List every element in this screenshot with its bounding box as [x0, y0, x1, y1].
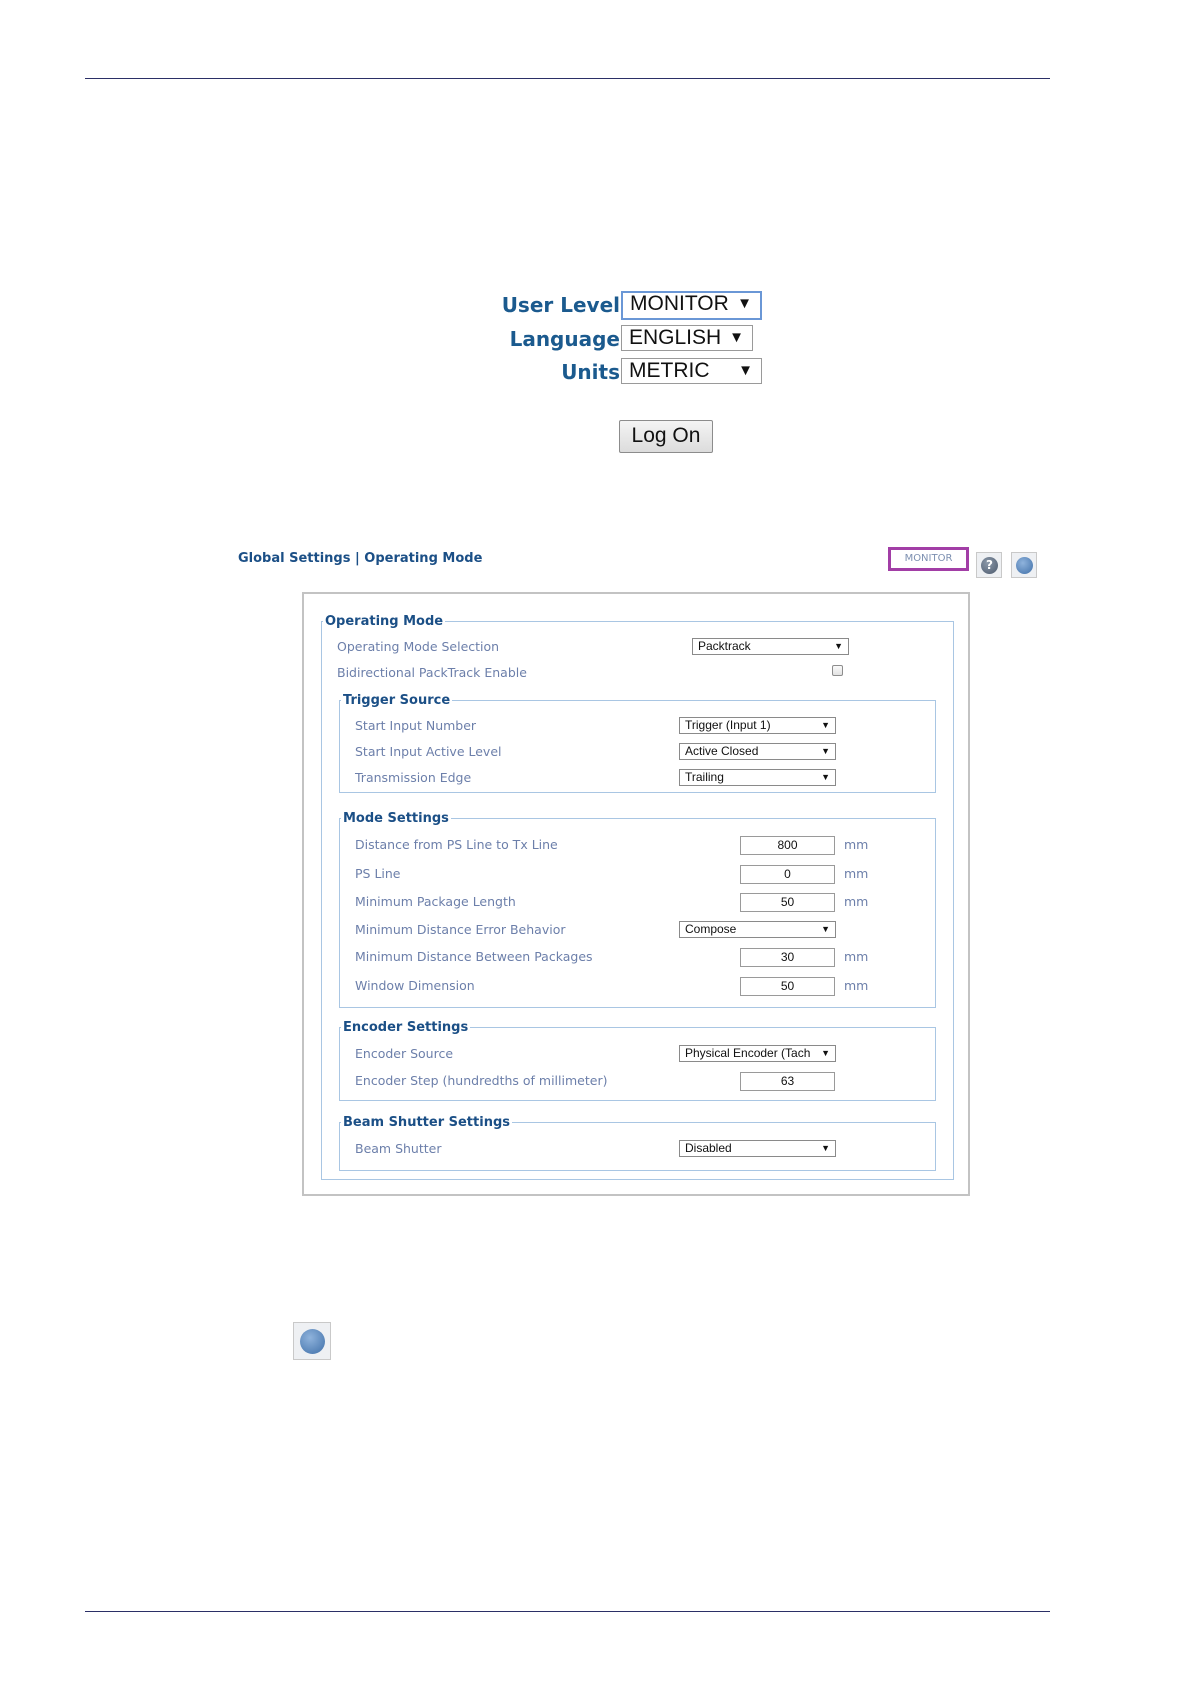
encoder-step-label: Encoder Step (hundredths of millimeter): [355, 1073, 608, 1088]
units-value: METRIC: [629, 359, 710, 382]
operating-mode-selection-select[interactable]: [692, 638, 849, 655]
chevron-down-icon: ▼: [738, 362, 753, 379]
chevron-down-icon: ▼: [819, 744, 830, 759]
distance-ps-tx-label: Distance from PS Line to Tx Line: [355, 837, 558, 852]
trigger-source-legend: Trigger Source: [343, 693, 451, 708]
bidirectional-packtrack-checkbox[interactable]: [832, 665, 843, 676]
header-rule: [85, 78, 1050, 79]
language-value: ENGLISH: [629, 326, 722, 349]
start-input-number-value: Trigger (Input 1): [685, 718, 771, 732]
user-level-badge: MONITOR: [888, 547, 969, 571]
help-button[interactable]: [976, 552, 1002, 578]
language-label: Language: [509, 327, 620, 351]
operating-mode-selection-label: Operating Mode Selection: [337, 639, 500, 654]
ps-line-label: PS Line: [355, 866, 401, 881]
user-level-select[interactable]: [621, 291, 762, 320]
encoder-settings-legend: Encoder Settings: [343, 1020, 469, 1035]
window-dimension-label: Window Dimension: [355, 978, 475, 993]
start-input-active-level-label: Start Input Active Level: [355, 744, 502, 759]
ps-line-unit: mm: [844, 866, 869, 881]
log-on-button[interactable]: Log On: [619, 420, 713, 453]
bidirectional-packtrack-label: Bidirectional PackTrack Enable: [337, 665, 527, 680]
breadcrumb: Global Settings | Operating Mode: [238, 551, 483, 566]
chevron-down-icon: ▼: [832, 639, 843, 654]
beam-shutter-settings-legend: Beam Shutter Settings: [343, 1115, 510, 1130]
start-input-number-label: Start Input Number: [355, 718, 477, 733]
user-level-row: [440, 291, 620, 321]
units-label: Units: [561, 360, 620, 384]
transmission-edge-label: Transmission Edge: [355, 770, 472, 785]
encoder-source-select[interactable]: [679, 1045, 836, 1062]
chevron-down-icon: ▼: [819, 1046, 830, 1061]
units-row: [440, 358, 620, 388]
settings-panel: [302, 592, 970, 1196]
min-package-length-label: Minimum Package Length: [355, 894, 516, 909]
start-input-active-level-value: Active Closed: [685, 744, 759, 758]
key-button[interactable]: [1011, 552, 1037, 578]
encoder-step-input[interactable]: 63: [740, 1072, 835, 1091]
operating-mode-legend: Operating Mode: [325, 614, 444, 629]
start-input-number-select[interactable]: [679, 717, 836, 734]
transmission-edge-select[interactable]: [679, 769, 836, 786]
units-select[interactable]: [621, 358, 762, 384]
chevron-down-icon: ▼: [737, 295, 752, 312]
key-icon-illustration: [293, 1322, 331, 1360]
user-level-label: User Level: [501, 293, 620, 317]
min-package-length-unit: mm: [844, 894, 869, 909]
min-distance-error-value: Compose: [685, 922, 737, 936]
window-dimension-input[interactable]: 50: [740, 977, 835, 996]
key-icon: [300, 1329, 325, 1354]
start-input-active-level-select[interactable]: [679, 743, 836, 760]
min-distance-between-input[interactable]: 30: [740, 948, 835, 967]
language-row: [440, 325, 620, 355]
user-level-value: MONITOR: [630, 292, 729, 315]
chevron-down-icon: ▼: [819, 718, 830, 733]
ps-line-input[interactable]: 0: [740, 865, 835, 884]
window-dimension-unit: mm: [844, 978, 869, 993]
encoder-source-value: Physical Encoder (Tach: [685, 1046, 811, 1060]
chevron-down-icon: ▼: [819, 770, 830, 785]
distance-ps-tx-unit: mm: [844, 837, 869, 852]
mode-settings-legend: Mode Settings: [343, 811, 449, 826]
chevron-down-icon: ▼: [729, 329, 744, 346]
min-distance-error-label: Minimum Distance Error Behavior: [355, 922, 566, 937]
footer-rule: [85, 1611, 1050, 1612]
chevron-down-icon: ▼: [819, 1141, 830, 1156]
key-icon: [1016, 557, 1033, 574]
min-distance-between-unit: mm: [844, 949, 869, 964]
beam-shutter-select[interactable]: [679, 1140, 836, 1157]
min-distance-error-select[interactable]: [679, 921, 836, 938]
chevron-down-icon: ▼: [819, 922, 830, 937]
beam-shutter-label: Beam Shutter: [355, 1141, 442, 1156]
transmission-edge-value: Trailing: [685, 770, 724, 784]
beam-shutter-value: Disabled: [685, 1141, 732, 1155]
min-distance-between-label: Minimum Distance Between Packages: [355, 949, 593, 964]
min-package-length-input[interactable]: 50: [740, 893, 835, 912]
language-select[interactable]: [621, 325, 753, 351]
operating-mode-selection-value: Packtrack: [698, 639, 751, 653]
distance-ps-tx-input[interactable]: 800: [740, 836, 835, 855]
encoder-source-label: Encoder Source: [355, 1046, 454, 1061]
help-icon: ?: [981, 557, 998, 574]
